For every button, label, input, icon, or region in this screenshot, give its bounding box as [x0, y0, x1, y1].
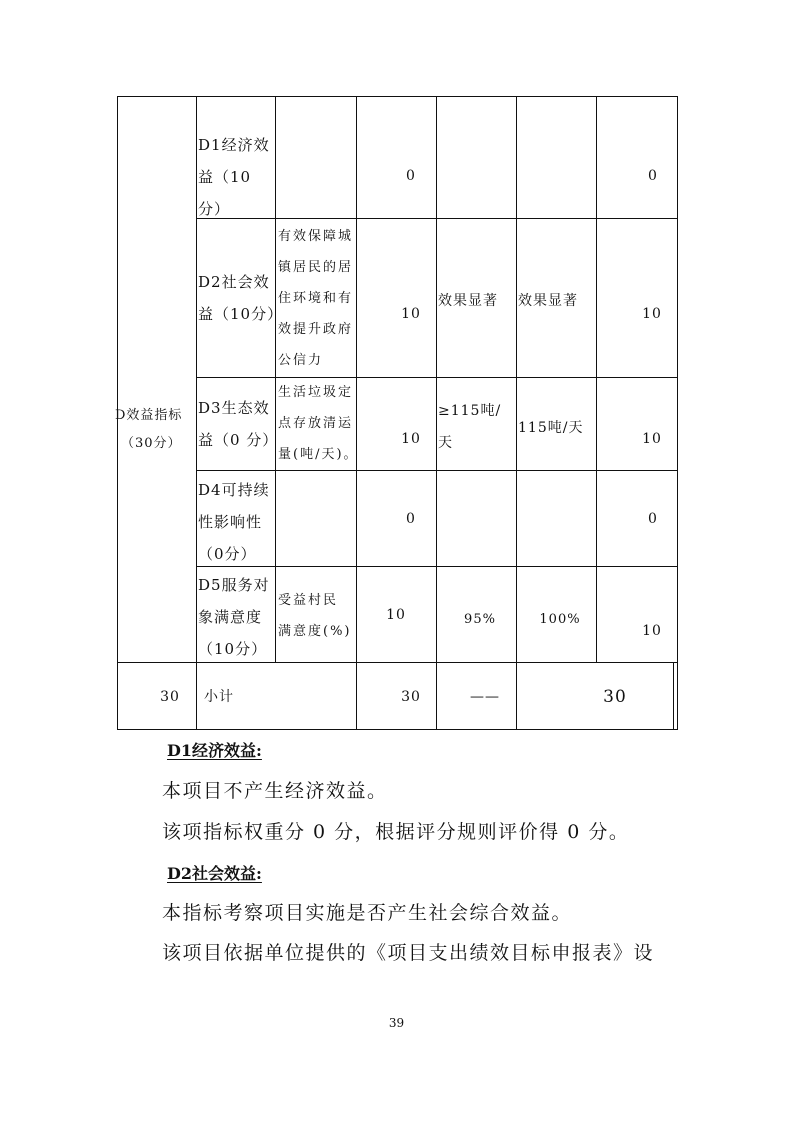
- paragraph: 该项指标权重分 0 分，根据评分规则评价得 0 分。: [162, 821, 630, 843]
- section-heading-d2: D2社会效益:: [167, 864, 262, 883]
- indicator-cell: D2社会效 益（10分）: [198, 273, 284, 323]
- category-cell: [115, 402, 199, 458]
- table-line: [196, 470, 678, 471]
- subtotal-weight: 30: [401, 689, 421, 705]
- target-cell: 95%: [464, 612, 496, 627]
- detail-cell: 受益村民 满意度(%): [278, 593, 352, 639]
- category-score: （30分）: [121, 436, 182, 451]
- table-line: [673, 662, 674, 729]
- score-cell: 10: [642, 431, 662, 447]
- table-line: [677, 96, 678, 730]
- page-number: 39: [388, 1016, 405, 1030]
- subtotal-label: 小计: [204, 689, 234, 705]
- score-cell: 0: [648, 511, 658, 527]
- score-cell: 0: [648, 168, 658, 184]
- target-cell: ≥115吨/ 天: [438, 403, 502, 451]
- weight-cell: 10: [401, 431, 421, 447]
- detail-cell: 有效保障城 镇居民的居 住环境和有 效提升政府 公信力: [278, 229, 354, 368]
- detail-cell: 生活垃圾定 点存放清运 量(吨/天)。: [278, 385, 359, 462]
- paragraph: 本指标考察项目实施是否产生社会综合效益。: [162, 902, 573, 924]
- table-line: [117, 96, 678, 97]
- indicator-cell: D3生态效 益（0 分）: [198, 399, 279, 449]
- table-line: [117, 729, 678, 730]
- actual-cell: 115吨/天: [518, 420, 584, 436]
- subtotal-score: 30: [603, 687, 627, 707]
- indicator-cell: D4可持续 性影响性 （0分）: [198, 481, 270, 563]
- table-line: [596, 96, 597, 663]
- target-cell: 效果显著: [438, 293, 498, 309]
- actual-cell: 100%: [539, 612, 581, 627]
- weight-cell: 0: [406, 168, 416, 184]
- paragraph: 本项目不产生经济效益。: [162, 780, 388, 802]
- subtotal-left-cell: 30: [160, 689, 180, 705]
- score-cell: 10: [642, 306, 662, 322]
- section-heading-d1: D1经济效益:: [167, 741, 262, 760]
- actual-cell: 效果显著: [518, 293, 578, 309]
- weight-cell: 10: [386, 607, 406, 623]
- table-line: [196, 377, 678, 378]
- paragraph: 该项目依据单位提供的《项目支出绩效目标申报表》设: [162, 942, 655, 964]
- score-cell: 10: [642, 623, 662, 639]
- indicator-cell: D1经济效 益（10 分）: [198, 136, 270, 218]
- indicator-cell: D5服务对 象满意度 （10分）: [198, 576, 270, 658]
- category-label: D效益指标: [115, 408, 183, 423]
- weight-cell: 0: [406, 511, 416, 527]
- table-line: [436, 96, 437, 730]
- subtotal-target: ——: [470, 689, 500, 705]
- weight-cell: 10: [401, 306, 421, 322]
